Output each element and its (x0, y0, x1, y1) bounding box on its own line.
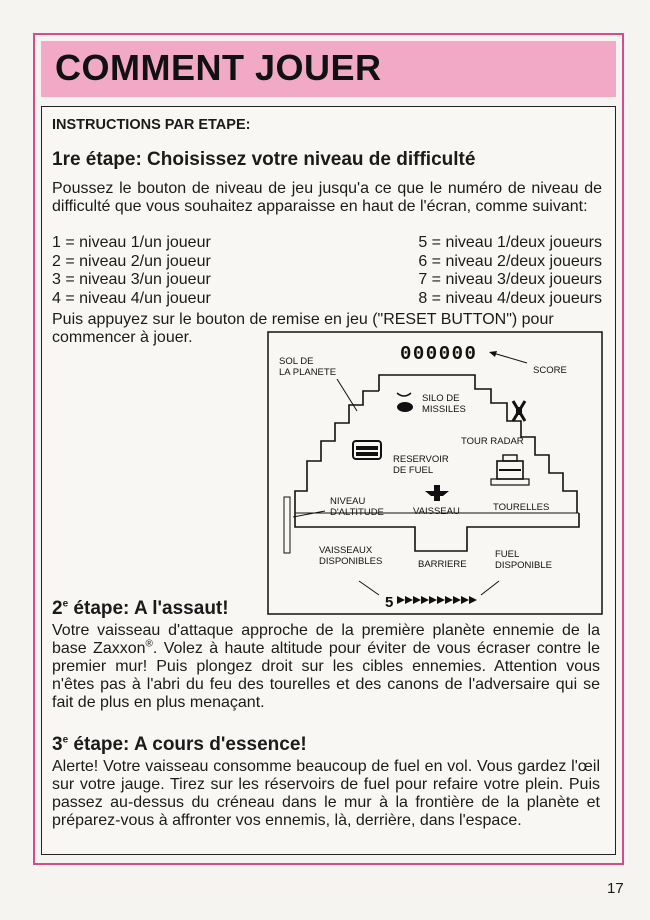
instructions-header (52, 110, 602, 135)
step1-text: Poussez le bouton de niveau de jeu jusqu'a ce que le numéro de niveau de difficulté que vous souhaitez apparaisse en haut de l'écran, comme suivant: (52, 180, 602, 215)
step3-num: 3 (52, 734, 63, 755)
label-niveau-1: NIVEAU (330, 496, 366, 507)
page-number: 17 (607, 880, 624, 897)
level-row (52, 234, 602, 253)
label-barriere: BARRIERE (418, 559, 467, 570)
step2-text-a: Votre vaisseau d'attaque approche de la première planète ennemie de la base Zaxxon (52, 622, 600, 657)
level-row (52, 253, 602, 272)
label-vaisseaux-2: DISPONIBLES (319, 556, 383, 567)
label-niveau-2: D'ALTITUDE (330, 507, 384, 518)
label-silo-1: SILO DE (422, 393, 460, 404)
step3-heading (52, 733, 307, 757)
step3-text: Alerte! Votre vaisseau consomme beaucoup de fuel en vol. Vous gardez l'œil sur votre jauge. Tirez sur les réservoirs de fuel pour refaire votre plein. Puis passez au-dessus du créneau dans le mur à la frontière de la planète et préparez-vous à affronter vos ennemis, là, derrière, dans l'espace. (52, 758, 600, 829)
score-display: 000000 (400, 343, 478, 365)
label-reservoir-2: DE FUEL (393, 465, 434, 476)
label-fuel-1: FUEL (495, 549, 520, 560)
reset-instruction: Puis appuyez sur le bouton de remise en jeu ("RESET BUTTON") pour commencer à jouer. (52, 311, 554, 346)
label-score: SCORE (533, 365, 567, 376)
label-sol-2: LA PLANETE (279, 367, 337, 378)
page-title: COMMENT JOUER (55, 47, 382, 88)
step3-title: étape: A cours d'essence! (68, 734, 307, 755)
level-right: 6 = niveau 2/deux joueurs (418, 252, 602, 270)
level-right: 7 = niveau 3/deux joueurs (418, 271, 602, 288)
instructions-heading: INSTRUCTIONS PAR ETAPE: (52, 117, 251, 133)
title-banner (41, 41, 616, 97)
label-sol-1: SOL DE (279, 356, 314, 367)
label-radar: TOUR RADAR (461, 436, 524, 447)
levels-list (52, 234, 602, 308)
level-left: 3 = niveau 3/un joueur (52, 271, 211, 288)
label-vaisseau: VAISSEAU (413, 506, 460, 517)
step2-num: 2 (52, 598, 63, 619)
level-row (52, 271, 602, 290)
level-left: 2 = niveau 2/un joueur (52, 252, 211, 270)
label-tourelles: TOURELLES (493, 502, 550, 513)
level-left: 4 = niveau 4/un joueur (52, 289, 211, 307)
label-fuel-2: DISPONIBLE (495, 560, 553, 571)
step2-title: étape: A l'assaut! (68, 598, 229, 619)
step2-text-b: . Volez à haute altitude pour éviter de vous écraser contre le premier mur! Puis plongez droit sur les cibles ennemies. Attention vous n'êtes pas à l'abri du feu des tourelles et des canons de l'adversaire qui se fait de plus en plus menaçant. (52, 640, 601, 711)
label-silo-2: MISSILES (422, 404, 466, 415)
step2-heading (52, 597, 229, 621)
step2-sup: e (62, 598, 69, 610)
game-screen-diagram (267, 331, 603, 615)
level-row (52, 290, 602, 309)
missile-silo-icon (397, 402, 413, 412)
step1-heading: 1re étape: Choisissez votre niveau de difficulté (52, 149, 476, 170)
level-left: 1 = niveau 1/un joueur (52, 234, 211, 251)
level-right: 8 = niveau 4/deux joueurs (418, 289, 602, 307)
label-vaisseaux-1: VAISSEAUX (319, 545, 373, 556)
lives-count: 5 (385, 594, 394, 611)
step3-sup: e (62, 734, 69, 746)
registered-mark: ® (145, 638, 153, 650)
level-right: 5 = niveau 1/deux joueurs (418, 234, 602, 251)
label-reservoir-1: RESERVOIR (393, 454, 449, 465)
step2-text (52, 622, 600, 712)
